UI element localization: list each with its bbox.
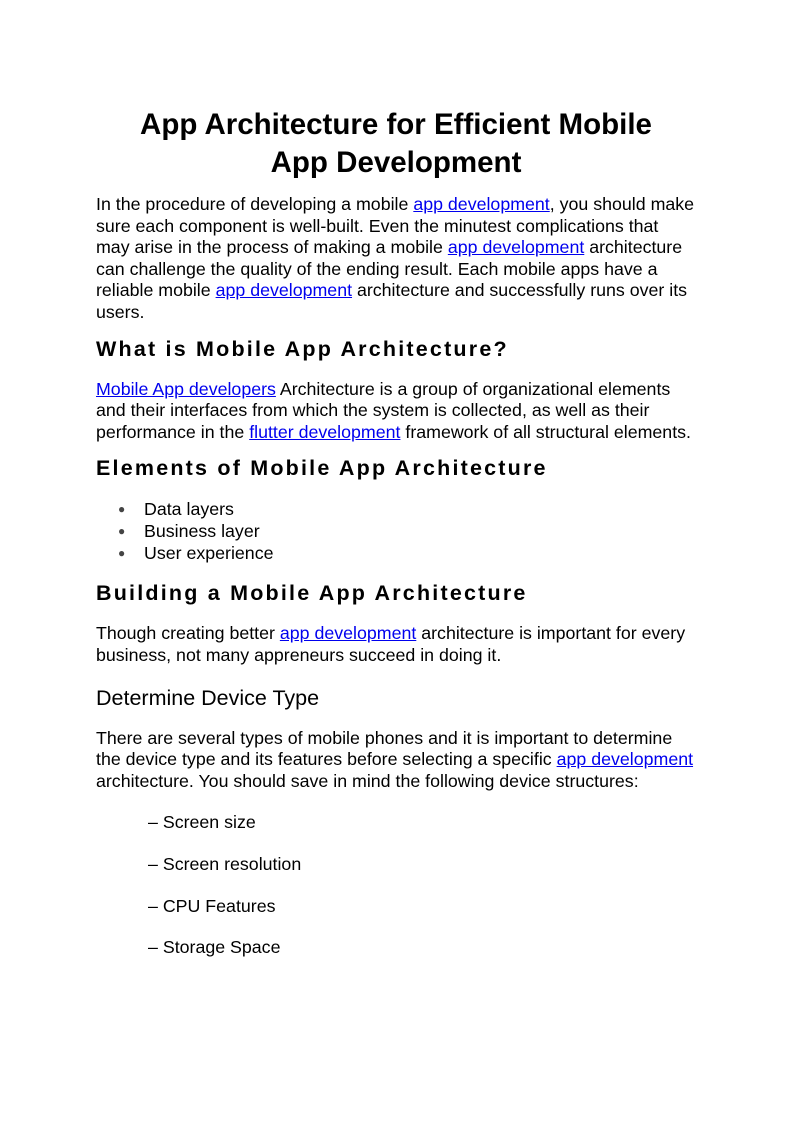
list-item-label: User experience: [144, 543, 274, 564]
device-type-paragraph: [96, 728, 696, 793]
bullet-icon: ●: [118, 502, 126, 517]
list-item: [96, 520, 696, 542]
device-structure-item: – Screen resolution: [148, 853, 302, 874]
intro-text-2: , you should make sure each component is well-built. Even the minutest complications that may arise in the process of making a mobile: [96, 194, 695, 258]
app-development-link-3[interactable]: app development: [215, 280, 353, 301]
title-line-2: App Development: [270, 146, 522, 179]
page-title: [96, 106, 696, 182]
list-item: [96, 542, 696, 564]
building-text-2: architecture is important for every business, not many appreneurs succeed in doing it.: [96, 623, 686, 665]
app-development-link-1[interactable]: app development: [413, 194, 550, 214]
building-paragraph: [96, 623, 696, 666]
architecture-definition-paragraph: [96, 379, 696, 444]
definition-text-1: Architecture is a group of organizational elements and their interfaces from which the system is collected, as well as their performance in the: [96, 378, 671, 442]
flutter-development-link[interactable]: flutter development: [249, 421, 401, 442]
intro-text-3: architecture can challenge the quality of the ending result. Each mobile apps have a reliable mobile: [96, 237, 683, 301]
definition-text-2: framework of all structural elements.: [400, 421, 691, 442]
device-structure-item: – Storage Space: [148, 937, 281, 958]
app-development-link-4[interactable]: app development: [279, 623, 417, 644]
document-page: [96, 106, 696, 959]
heading-determine-device-type: Determine Device Type: [96, 685, 320, 710]
intro-text-1: In the procedure of developing a mobile: [96, 194, 414, 214]
heading-what-is-architecture: What is Mobile App Architecture?: [96, 336, 509, 361]
heading-building-architecture: Building a Mobile App Architecture: [96, 581, 528, 606]
app-development-link-2[interactable]: app development: [447, 237, 585, 258]
heading-elements: Elements of Mobile App Architecture: [96, 456, 548, 481]
intro-paragraph: [96, 194, 696, 324]
list-item-label: Data layers: [144, 499, 234, 520]
building-text-1: Though creating better: [96, 623, 280, 644]
device-text-2: architecture. You should save in mind the following device structures:: [96, 770, 639, 791]
intro-text-4: architecture and successfully runs over its users.: [96, 280, 688, 322]
bullet-icon: ●: [118, 546, 126, 561]
title-line-1: App Architecture for Efficient Mobile: [140, 108, 652, 141]
app-development-link-5[interactable]: app development: [556, 749, 694, 770]
mobile-app-developers-link[interactable]: Mobile App developers: [96, 378, 276, 399]
list-item-label: Business layer: [144, 521, 260, 542]
device-structure-item: – CPU Features: [148, 895, 276, 916]
elements-list: [96, 498, 696, 564]
device-text-1: There are several types of mobile phones and it is important to determine the device type and its features before selecting a specific: [96, 727, 673, 770]
list-item: [96, 498, 696, 520]
bullet-icon: ●: [118, 524, 126, 539]
device-structure-item: – Screen size: [148, 812, 256, 833]
